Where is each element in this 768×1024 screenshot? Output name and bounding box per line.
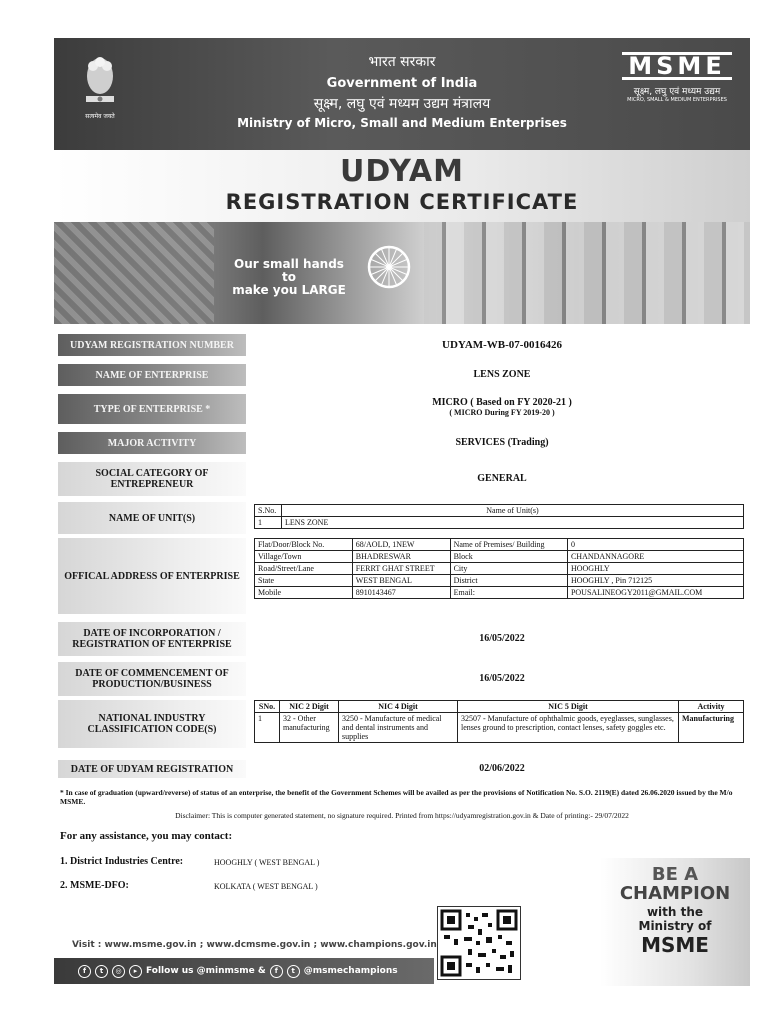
- row-commencement: [58, 662, 750, 696]
- address-cell: Village/Town: [255, 551, 353, 563]
- table-row: [255, 517, 744, 529]
- units-header-name: Name of Unit(s): [282, 505, 744, 517]
- enterprise-label: NAME OF ENTERPRISE: [58, 364, 246, 386]
- youtube-icon: ▸: [129, 965, 142, 978]
- type-value: [254, 397, 750, 417]
- facebook-icon: f: [78, 965, 91, 978]
- address-cell: Flat/Door/Block No.: [255, 539, 353, 551]
- address-cell: WEST BENGAL: [352, 575, 450, 587]
- artisan-photo: [54, 222, 214, 324]
- activity-value: SERVICES (Trading): [455, 437, 549, 448]
- row-social: [58, 462, 750, 496]
- footnote: * In case of graduation (upward/reverse) of status of an enterprise, the benefit of the Government Schemes will be availed as per the provisions of Notification No. S.O. 2119(E) dated 26.06.2020 issued by the M/o MSME.: [60, 788, 733, 806]
- address-cell: Name of Premises/ Building: [450, 539, 567, 551]
- row-type: [58, 394, 750, 424]
- hindi-govt-title: भारत सरकार: [368, 54, 436, 70]
- address-cell: Mobile: [255, 587, 353, 599]
- nic-header-cell: Activity: [679, 701, 744, 713]
- nic-table: [254, 700, 744, 743]
- social-value: GENERAL: [477, 473, 527, 484]
- msme-logo-sub: MICRO, SMALL & MEDIUM ENTERPRISES: [627, 97, 727, 103]
- msme-logo-hindi: सूक्ष्म, लघु एवं मध्यम उद्यम: [633, 87, 721, 97]
- address-cell: BHADRESWAR: [352, 551, 450, 563]
- incorporation-label: DATE OF INCORPORATION / REGISTRATION OF ENTERPRISE: [58, 622, 246, 656]
- nic-cell: Manufacturing: [679, 713, 744, 743]
- dic-value: HOOGHLY ( WEST BENGAL ): [214, 858, 320, 867]
- reg-number-value: UDYAM-WB-07-0016426: [442, 339, 562, 351]
- champion-line-2: CHAMPION: [619, 883, 731, 904]
- msme-logo: [622, 52, 732, 103]
- emblem-caption: सत्यमेव जयते: [85, 113, 115, 120]
- table-row: [255, 563, 744, 575]
- address-cell: CHANDANNAGORE: [567, 551, 743, 563]
- table-row: [255, 701, 744, 713]
- header-band: [54, 38, 750, 150]
- slogan-line-1: Our small hands to: [234, 257, 344, 284]
- row-udyam-date: [58, 760, 750, 778]
- ashoka-chakra-icon: [366, 244, 412, 290]
- disclaimer: Disclaimer: This is computer generated statement, no signature required. Printed from https://udyamregistration.gov.in & Date of printing:- 29/07/2022: [175, 811, 629, 820]
- table-row: [255, 587, 744, 599]
- champion-promo: [600, 858, 750, 986]
- address-cell: Block: [450, 551, 567, 563]
- qr-code-icon: [437, 906, 521, 980]
- banner-slogan: [229, 258, 349, 297]
- type-main: MICRO ( Based on FY 2020-21 ): [432, 397, 572, 408]
- table-row: [255, 505, 744, 517]
- udyam-date-value: 02/06/2022: [479, 763, 525, 774]
- address-cell: HOOGHLY , Pin 712125: [567, 575, 743, 587]
- table-row: [255, 539, 744, 551]
- champion-line-4: Ministry of: [638, 919, 712, 933]
- social-label: SOCIAL CATEGORY OF ENTREPRENEUR: [58, 462, 246, 496]
- address-cell: POUSALINEOGY2011@GMAIL.COM: [567, 587, 743, 599]
- units-table: [254, 504, 744, 529]
- title-certificate: REGISTRATION CERTIFICATE: [225, 190, 579, 214]
- reg-number-label: UDYAM REGISTRATION NUMBER: [58, 334, 246, 356]
- hindi-ministry-title: सूक्ष्म, लघु एवं मध्यम उद्यम मंत्रालय: [313, 96, 491, 112]
- address-cell: Email:: [450, 587, 567, 599]
- address-label: OFFICAL ADDRESS OF ENTERPRISE: [58, 538, 246, 614]
- nic-header-cell: NIC 2 Digit: [280, 701, 339, 713]
- enterprise-value: LENS ZONE: [473, 369, 531, 380]
- title-band: [54, 150, 750, 222]
- table-row: [255, 713, 744, 743]
- nic-header-cell: NIC 4 Digit: [339, 701, 458, 713]
- champion-line-5: MSME: [641, 933, 709, 957]
- nic-cell: 32507 - Manufacture of ophthalmic goods, eyeglasses, sunglasses, lenses ground to prescription, contact lenses, safety goggles etc.: [458, 713, 679, 743]
- address-cell: Road/Street/Lane: [255, 563, 353, 575]
- instagram-icon: ◎: [112, 965, 125, 978]
- nic-cell: 1: [255, 713, 280, 743]
- units-cell: LENS ZONE: [282, 517, 744, 529]
- address-cell: City: [450, 563, 567, 575]
- ministry-title: Ministry of Micro, Small and Medium Enterprises: [237, 116, 567, 130]
- row-address: [58, 538, 750, 614]
- nic-header-cell: SNo.: [255, 701, 280, 713]
- twitter-icon: t: [287, 965, 300, 978]
- type-sub: ( MICRO During FY 2019-20 ): [449, 408, 555, 417]
- units-header-sno: S.No.: [255, 505, 282, 517]
- certificate-page: [54, 38, 750, 986]
- title-udyam: UDYAM: [339, 154, 464, 189]
- dfo-label: 2. MSME-DFO:: [60, 880, 129, 891]
- activity-label: MAJOR ACTIVITY: [58, 432, 246, 454]
- twitter-icon: t: [95, 965, 108, 978]
- office-photo: [424, 222, 750, 324]
- row-nic: [58, 700, 750, 748]
- nic-label: NATIONAL INDUSTRY CLASSIFICATION CODE(S): [58, 700, 246, 748]
- units-cell: 1: [255, 517, 282, 529]
- msme-logo-text: MSME: [622, 52, 732, 80]
- address-cell: 68/AOLD, 1NEW: [352, 539, 450, 551]
- incorporation-value: 16/05/2022: [479, 633, 525, 644]
- table-row: [255, 551, 744, 563]
- visit-links: Visit : www.msme.gov.in ; www.dcmsme.gov.in ; www.champions.gov.in: [72, 940, 437, 950]
- row-units: [58, 502, 750, 534]
- address-cell: State: [255, 575, 353, 587]
- type-label: TYPE OF ENTERPRISE *: [58, 394, 246, 424]
- nic-cell: 32 - Other manufacturing: [280, 713, 339, 743]
- units-label: NAME OF UNIT(S): [58, 502, 246, 534]
- dic-label: 1. District Industries Centre:: [60, 856, 184, 867]
- address-cell: District: [450, 575, 567, 587]
- address-table: [254, 538, 744, 599]
- commencement-value: 16/05/2022: [479, 673, 525, 684]
- row-enterprise: [58, 364, 750, 386]
- row-reg-number: [58, 334, 750, 356]
- slogan-line-2: make you LARGE: [232, 283, 346, 297]
- address-cell: HOOGHLY: [567, 563, 743, 575]
- follow-text: Follow us @minmsme &: [146, 966, 266, 976]
- assistance-heading: For any assistance, you may contact:: [60, 830, 233, 842]
- nic-header-cell: NIC 5 Digit: [458, 701, 679, 713]
- photo-banner: [54, 222, 750, 324]
- champion-line-3: with the: [646, 905, 704, 919]
- nic-cell: 3250 - Manufacture of medical and dental instruments and supplies: [339, 713, 458, 743]
- commencement-label: DATE OF COMMENCEMENT OF PRODUCTION/BUSINESS: [58, 662, 246, 696]
- row-activity: [58, 432, 750, 454]
- govt-title: Government of India: [326, 76, 478, 91]
- champion-line-1: BE A: [651, 864, 699, 885]
- udyam-date-label: DATE OF UDYAM REGISTRATION: [58, 760, 246, 778]
- address-cell: 8910143467: [352, 587, 450, 599]
- follow-handle: @msmechampions: [303, 966, 398, 976]
- row-incorporation: [58, 622, 750, 656]
- facebook-icon: f: [270, 965, 283, 978]
- dfo-value: KOLKATA ( WEST BENGAL ): [214, 882, 318, 891]
- table-row: [255, 575, 744, 587]
- follow-bar: [54, 958, 434, 984]
- address-cell: FERRT GHAT STREET: [352, 563, 450, 575]
- address-cell: 0: [567, 539, 743, 551]
